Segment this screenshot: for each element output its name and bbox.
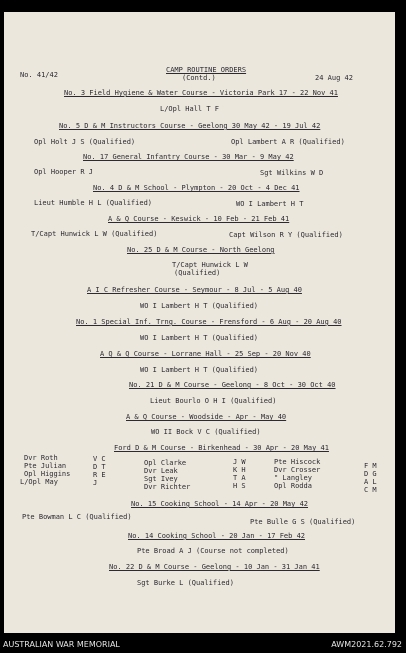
course-heading-c5: A & Q Course - Keswick - 10 Feb - 21 Feb 41 — [108, 215, 290, 223]
course-heading-c3: No. 17 General Infantry Course - 30 Mar - 9 May 42 — [83, 153, 294, 161]
document-title: CAMP ROUTINE ORDERS — [166, 66, 247, 74]
personnel-line-c10-a: Lieut Bourlo O H I (Qualified) — [150, 397, 277, 405]
personnel-line-c12-a1: Dvr Roth — [24, 454, 58, 462]
personnel-line-c12-e3: " Langley — [274, 474, 312, 482]
personnel-line-c12-c2: Dvr Leak — [144, 467, 178, 475]
personnel-line-c12-a4: L/Opl May — [20, 478, 58, 486]
personnel-line-c6-b: (Qualified) — [174, 269, 221, 277]
personnel-line-c3-a: Opl Hooper R J — [34, 168, 94, 176]
personnel-line-c12-f: F M D G A L C M — [364, 462, 377, 494]
order-number: No. 41/42 — [20, 71, 58, 79]
personnel-line-c12-e1: Pte Hiscock — [274, 458, 321, 466]
personnel-line-c12-d: J W K H T A H S — [233, 458, 246, 490]
course-heading-c12: Ford D & M Course - Birkenhead - 30 Apr - 20 May 41 — [114, 444, 329, 452]
personnel-line-c5-b: Capt Wilson R Y (Qualified) — [229, 231, 343, 239]
order-date: 24 Aug 42 — [315, 74, 353, 82]
course-heading-c7: A I C Refresher Course - Seymour - 8 Jul - 5 Aug 40 — [87, 286, 302, 294]
personnel-line-c14-a: Pte Broad A J (Course not completed) — [137, 547, 289, 555]
personnel-line-c12-e2: Dvr Crosser — [274, 466, 321, 474]
footer-accession: AWM2021.62.792 — [331, 640, 402, 649]
course-heading-c10: No. 21 D & M Course - Geelong - 8 Oct - 30 Oct 40 — [129, 381, 336, 389]
course-heading-c4: No. 4 D & M School - Plympton - 20 Oct - 4 Dec 41 — [93, 184, 300, 192]
personnel-line-c5-a: T/Capt Hunwick L W (Qualified) — [31, 230, 158, 238]
personnel-line-c4-b: WO I Lambert H T — [236, 200, 304, 208]
course-heading-c2: No. 5 D & M Instructors Course - Geelong 30 May 42 - 19 Jul 42 — [59, 122, 321, 130]
personnel-line-c6-a: T/Capt Hunwick L W — [172, 261, 248, 269]
personnel-line-c3-b: Sgt Wilkins W D — [260, 169, 324, 177]
document-page — [4, 12, 395, 633]
personnel-line-c13-b: Pte Bulle G S (Qualified) — [250, 518, 356, 526]
personnel-line-c2-b: Opl Lambert A R (Qualified) — [231, 138, 345, 146]
footer-bar — [0, 636, 406, 653]
personnel-line-c7-a: WO I Lambert H T (Qualified) — [140, 302, 259, 310]
personnel-line-c4-a: Lieut Humble H L (Qualified) — [34, 199, 153, 207]
course-heading-c1: No. 3 Field Hygiene & Water Course - Victoria Park 17 - 22 Nov 41 — [64, 89, 338, 97]
course-heading-c8: No. 1 Special Inf. Trng. Course - Frensford - 6 Aug - 20 Aug 40 — [76, 318, 342, 326]
personnel-line-c12-c4: Dvr Richter — [144, 483, 191, 491]
personnel-line-c11-a: WO II Bock V C (Qualified) — [151, 428, 261, 436]
personnel-line-c12-a2: Pte Julian — [24, 462, 67, 470]
personnel-line-c9-a: WO I Lambert H T (Qualified) — [140, 366, 259, 374]
personnel-line-c1-a: L/Opl Hall T F — [160, 105, 220, 113]
personnel-line-c15-a: Sgt Burke L (Qualified) — [137, 579, 234, 587]
course-heading-c13: No. 15 Cooking School - 14 Apr - 20 May 42 — [131, 500, 309, 508]
course-heading-c9: A Q & Q Course - Lorrane Hall - 25 Sep - 20 Nov 40 — [100, 350, 311, 358]
personnel-line-c12-b: V C D T R E J — [93, 455, 106, 487]
footer-institution: AUSTRALIAN WAR MEMORIAL — [3, 640, 120, 649]
document-contd: (Contd.) — [182, 74, 216, 82]
personnel-line-c13-a: Pte Bowman L C (Qualified) — [22, 513, 132, 521]
course-heading-c14: No. 14 Cooking School - 20 Jan - 17 Feb 42 — [128, 532, 306, 540]
personnel-line-c12-c3: Sgt Ivey — [144, 475, 178, 483]
course-heading-c11: A & Q Course - Woodside - Apr - May 40 — [126, 413, 287, 421]
course-heading-c15: No. 22 D & M Course - Geelong - 10 Jan - 31 Jan 41 — [109, 563, 320, 571]
personnel-line-c12-a3: Opl Higgins — [24, 470, 71, 478]
personnel-line-c12-e4: Opl Rodda — [274, 482, 312, 490]
course-heading-c6: No. 25 D & M Course - North Geelong — [127, 246, 275, 254]
personnel-line-c8-a: WO I Lambert H T (Qualified) — [140, 334, 259, 342]
personnel-line-c2-a: Opl Holt J S (Qualified) — [34, 138, 136, 146]
personnel-line-c12-c1: Opl Clarke — [144, 459, 187, 467]
